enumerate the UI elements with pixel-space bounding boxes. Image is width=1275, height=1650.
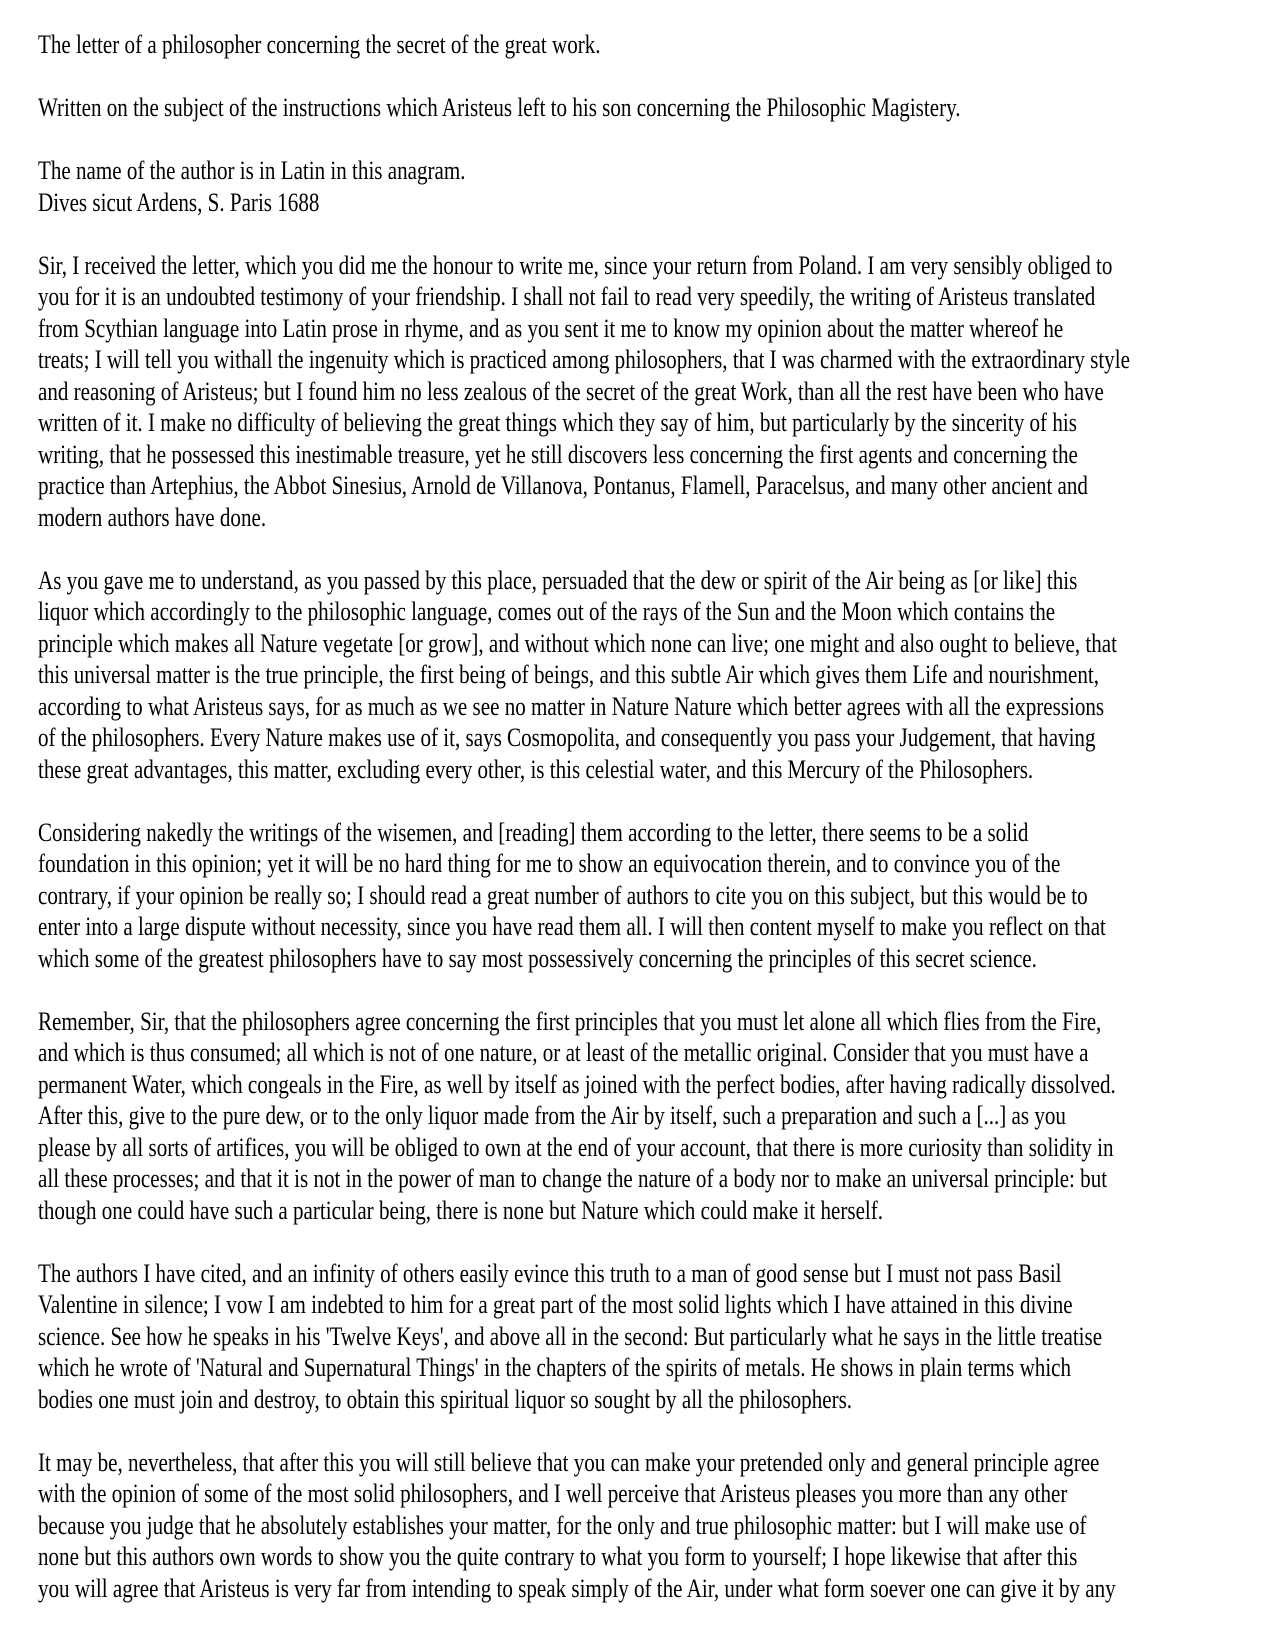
- text-line: principle which makes all Nature vegetate [or grow], and without which none can live; one might and also ought to believe, that: [38, 628, 1118, 658]
- text-line: liquor which accordingly to the philosophic language, comes out of the rays of the Sun and the Moon which contains the: [38, 597, 1056, 626]
- text-line: with the opinion of some of the most solid philosophers, and I well perceive that Aristeus pleases you more than any other: [38, 1479, 1068, 1508]
- text-line: science. See how he speaks in his 'Twelve Keys', and above all in the second: But particularly what he says in the little treatise: [38, 1321, 1103, 1351]
- text-line: and which is thus consumed; all which is not of one nature, or at least of the metallic original. Consider that you must have a: [38, 1038, 1089, 1067]
- text-line: these great advantages, this matter, excluding every other, is this celestial water, and this Mercury of the Philosophers.: [38, 754, 1034, 784]
- text-line: Sir, I received the letter, which you did me the honour to write me, since your return from Poland. I am very sensibly obliged to: [38, 250, 1113, 280]
- paragraph: [38, 1447, 1255, 1605]
- text-line: though one could have such a particular being, there is none but Nature which could make it herself.: [38, 1195, 884, 1225]
- text-line: and reasoning of Aristeus; but I found him no less zealous of the secret of the great Work, than all the rest have been who have: [38, 376, 1104, 406]
- text-line: from Scythian language into Latin prose in rhyme, and as you sent it me to know my opinion about the matter whereof he: [38, 313, 1064, 343]
- text-line: Valentine in silence; I vow I am indebted to him for a great part of the most solid lights which I have attained in this divine: [38, 1290, 1073, 1319]
- subtitle-block: [38, 92, 1255, 124]
- text-line: treats; I will tell you withall the ingenuity which is practiced among philosophers, that I was charmed with the extraordinary style: [38, 345, 1130, 374]
- author-block: [38, 155, 1255, 218]
- text-line: Considering nakedly the writings of the wisemen, and [reading] them according to the letter, there seems to be a solid: [38, 817, 1029, 847]
- text-line: It may be, nevertheless, that after this you will still believe that you can make your pretended only and general principle agree: [38, 1447, 1100, 1477]
- text-line: After this, give to the pure dew, or to the only liquor made from the Air by itself, such a preparation and such a [...] as you: [38, 1101, 1066, 1130]
- paragraph: [38, 250, 1255, 534]
- author-note: The name of the author is in Latin in this anagram.: [38, 156, 466, 185]
- paragraph-list: [38, 250, 1255, 1605]
- text-line: you will agree that Aristeus is very far from intending to speak simply of the Air, under what form soever one can give it by any: [38, 1573, 1116, 1603]
- text-line: of the philosophers. Every Nature makes use of it, says Cosmopolita, and consequently you pass your Judgement, that having: [38, 723, 1096, 752]
- text-line: permanent Water, which congeals in the Fire, as well by itself as joined with the perfect bodies, after having radically dissolved.: [38, 1069, 1116, 1099]
- document-header: [38, 29, 1255, 218]
- paragraph: [38, 1258, 1255, 1416]
- text-line: bodies one must join and destroy, to obtain this spiritual liquor so sought by all the philosophers.: [38, 1384, 853, 1414]
- text-line: foundation in this opinion; yet it will be no hard thing for me to show an equivocation therein, and to convince you of the: [38, 849, 1061, 878]
- title-block: [38, 29, 1255, 61]
- document-title: The letter of a philosopher concerning the secret of the great work.: [38, 30, 601, 59]
- text-line: written of it. I make no difficulty of believing the great things which they say of him, but particularly by the sincerity of his: [38, 408, 1077, 437]
- text-line: Remember, Sir, that the philosophers agree concerning the first principles that you must let alone all which flies from the Fire,: [38, 1006, 1102, 1036]
- text-line: according to what Aristeus says, for as much as we see no matter in Nature Nature which better agrees with all the expressions: [38, 691, 1105, 721]
- author-anagram: Dives sicut Ardens, S. Paris 1688: [38, 187, 320, 217]
- paragraph: [38, 1006, 1255, 1227]
- text-line: practice than Artephius, the Abbot Sinesius, Arnold de Villanova, Pontanus, Flamell, Paracelsus, and many other ancient and: [38, 471, 1088, 500]
- document-subtitle: Written on the subject of the instructions which Aristeus left to his son concerning the Philosophic Magistery.: [38, 93, 961, 122]
- text-line: which he wrote of 'Natural and Supernatural Things' in the chapters of the spirits of metals. He shows in plain terms which: [38, 1353, 1072, 1382]
- text-line: contrary, if your opinion be really so; I should read a great number of authors to cite you on this subject, but this would be to: [38, 880, 1088, 910]
- text-line: which some of the greatest philosophers have to say most possessively concerning the principles of this secret science.: [38, 943, 1037, 973]
- text-line: you for it is an undoubted testimony of your friendship. I shall not fail to read very speedily, the writing of Aristeus translated: [38, 282, 1096, 311]
- text-line: enter into a large dispute without necessity, since you have read them all. I will then content myself to make you reflect on that: [38, 912, 1106, 941]
- text-line: all these processes; and that it is not in the power of man to change the nature of a body nor to make an universal principle: but: [38, 1164, 1108, 1193]
- paragraph: [38, 817, 1255, 975]
- text-line: modern authors have done.: [38, 502, 267, 532]
- text-line: As you gave me to understand, as you passed by this place, persuaded that the dew or spirit of the Air being as [or like] this: [38, 565, 1078, 595]
- text-line: The authors I have cited, and an infinity of others easily evince this truth to a man of good sense but I must not pass Basil: [38, 1258, 1062, 1288]
- paragraph: [38, 565, 1255, 786]
- text-line: none but this authors own words to show you the quite contrary to what you form to yourself; I hope likewise that after this: [38, 1542, 1078, 1571]
- text-line: because you judge that he absolutely establishes your matter, for the only and true philosophic matter: but I will make use of: [38, 1510, 1087, 1540]
- text-line: this universal matter is the true principle, the first being of beings, and this subtle Air which gives them Life and nourishment,: [38, 660, 1099, 689]
- text-line: please by all sorts of artifices, you will be obliged to own at the end of your account, that there is more curiosity than solidity in: [38, 1132, 1114, 1162]
- text-line: writing, that he possessed this inestimable treasure, yet he still discovers less concerning the first agents and concerning the: [38, 439, 1078, 469]
